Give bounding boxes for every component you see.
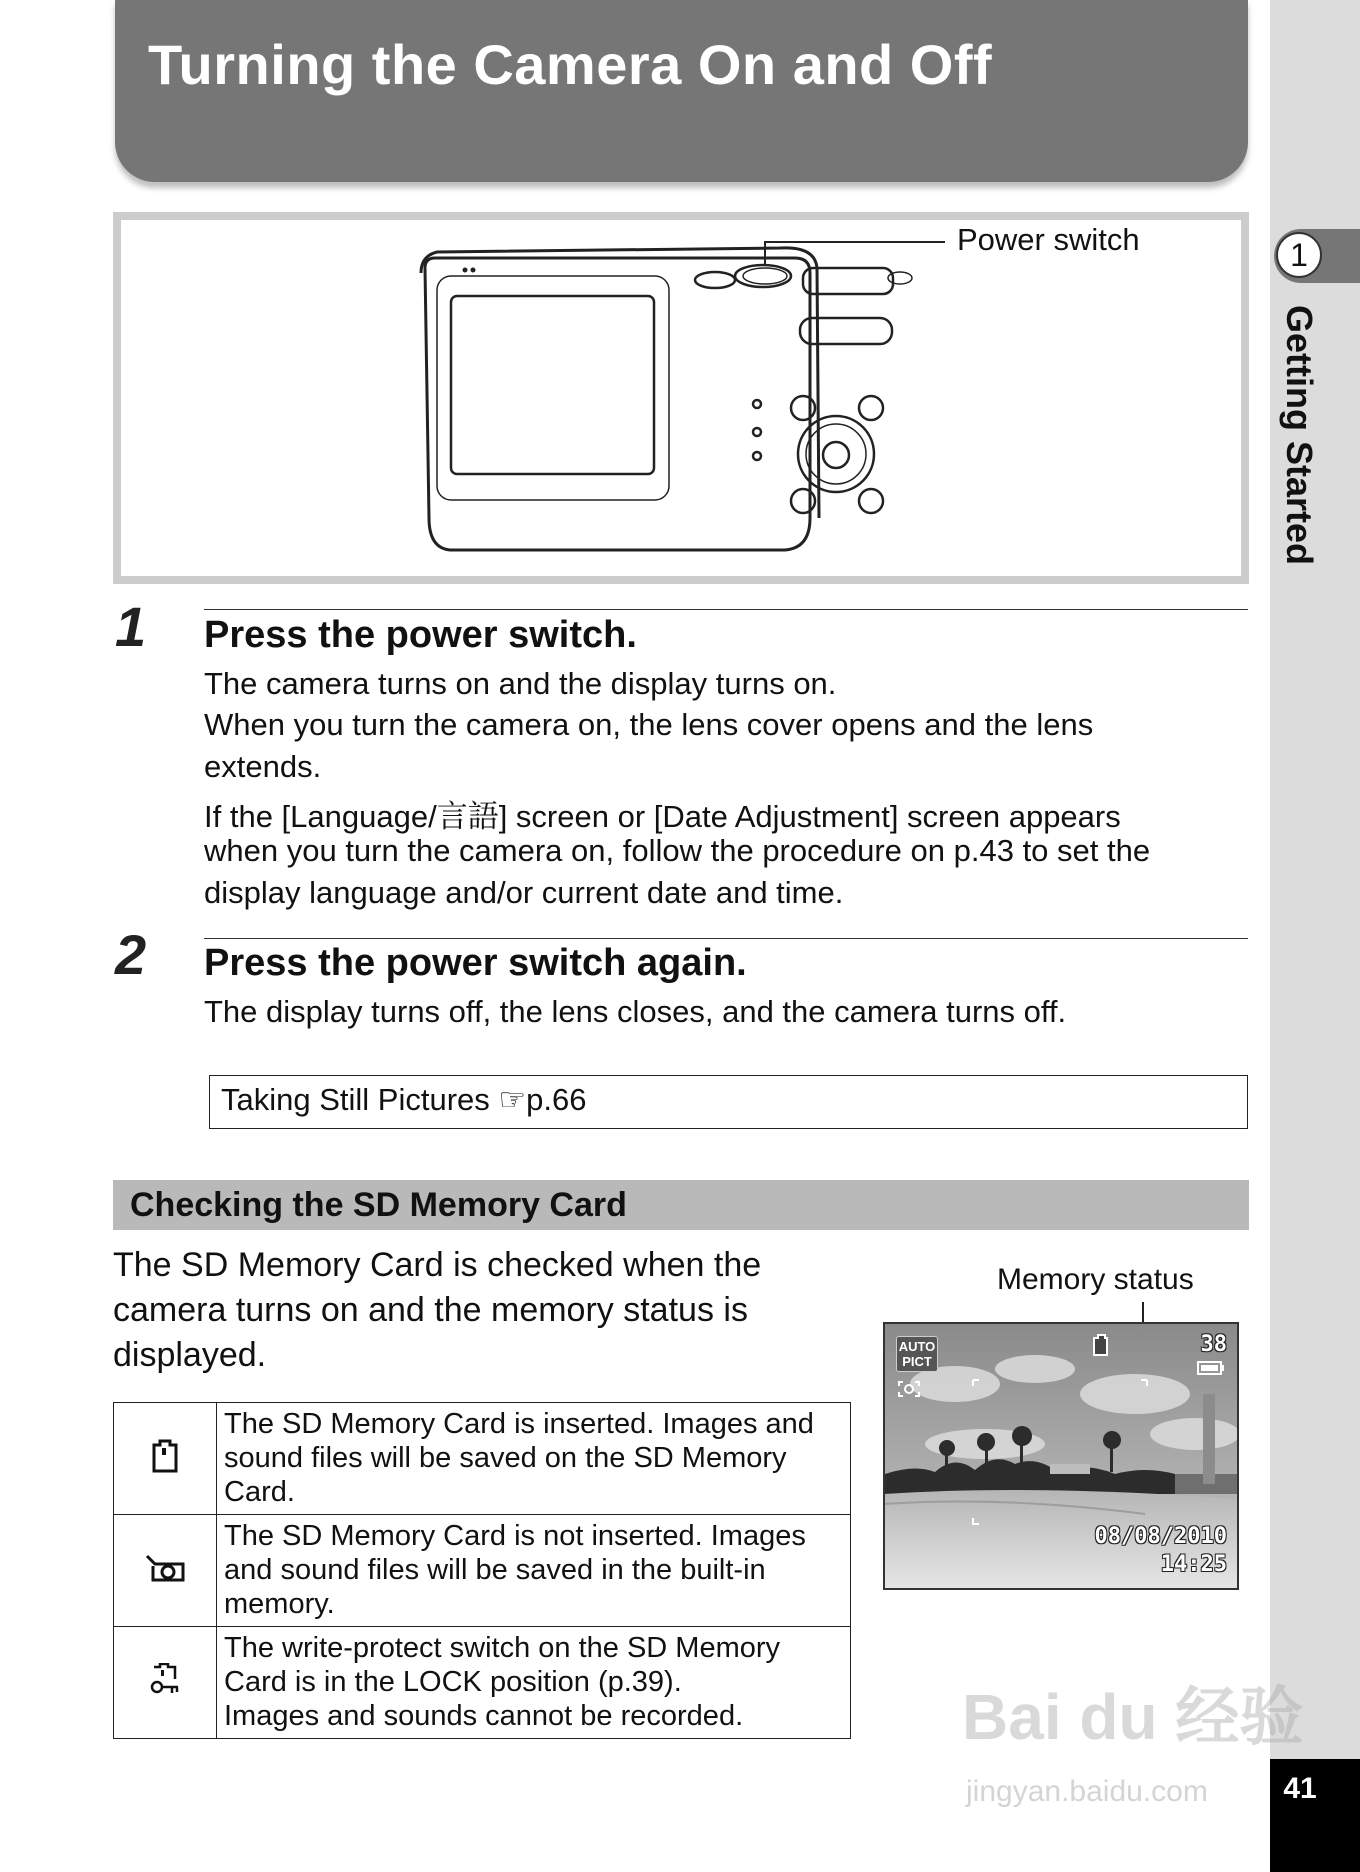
- page-title: Turning the Camera On and Off: [148, 33, 993, 96]
- step-text-line: The display turns off, the lens closes, and the camera turns off.: [204, 994, 1067, 1029]
- baidu-watermark-url: jingyan.baidu.com: [966, 1775, 1208, 1808]
- card-locked-icon: [148, 1663, 182, 1697]
- baidu-watermark: Bai du 经验: [962, 1681, 1304, 1753]
- description-cell: [217, 1627, 851, 1739]
- step-title: Press the power switch again.: [204, 942, 747, 984]
- step-text-line: when you turn the camera on, follow the procedure on p.43 to set the: [204, 833, 1151, 868]
- icon-cell: [114, 1627, 217, 1739]
- step-text-line: When you turn the camera on, the lens cover opens and the lens: [204, 707, 1094, 742]
- mode-badge-line: PICT: [902, 1354, 932, 1369]
- table-row: [114, 1627, 851, 1739]
- description-line: The SD Memory Card is inserted. Images and: [224, 1408, 814, 1440]
- memory-status-sd-icon: [1091, 1334, 1109, 1356]
- page-number: 41: [1283, 1772, 1317, 1805]
- shots-remaining: 38: [1200, 1332, 1227, 1357]
- icon-cell: [114, 1403, 217, 1515]
- memory-status-table: [113, 1402, 851, 1739]
- description-line: Images and sounds cannot be recorded.: [224, 1700, 744, 1732]
- table-row: [114, 1403, 851, 1515]
- description-line: and sound files will be saved in the built-in: [224, 1554, 766, 1586]
- step-title: Press the power switch.: [204, 614, 637, 656]
- memory-status-callout: Memory status: [997, 1263, 1194, 1296]
- intro-line: The SD Memory Card is checked when the: [113, 1246, 762, 1284]
- step-text-line: extends.: [204, 749, 322, 784]
- step-divider: [204, 609, 1248, 610]
- step-number: 1: [115, 595, 147, 658]
- icon-cell: [114, 1515, 217, 1627]
- lcd-screen-photo: [883, 1322, 1239, 1590]
- chapter-number: 1: [1276, 232, 1322, 278]
- description-line: memory.: [224, 1588, 335, 1620]
- description-cell: [217, 1515, 851, 1627]
- intro-line: displayed.: [113, 1336, 267, 1374]
- description-line: sound files will be saved on the SD Memory: [224, 1442, 787, 1474]
- reference-link[interactable]: Taking Still Pictures ☞p.66: [221, 1082, 587, 1117]
- power-switch-callout: Power switch: [957, 222, 1140, 257]
- description-line: Card.: [224, 1476, 295, 1508]
- intro-line: camera turns on and the memory status is: [113, 1291, 748, 1329]
- section-title: Checking the SD Memory Card: [130, 1186, 627, 1224]
- built-in-memory-icon: [143, 1552, 187, 1584]
- sd-card-icon: [150, 1439, 180, 1473]
- description-cell: [217, 1403, 851, 1515]
- description-line: Card is in the LOCK position (p.39).: [224, 1666, 682, 1698]
- step-text-line: display language and/or current date and time.: [204, 875, 844, 910]
- step-text-line: If the [Language/言語] screen or [Date Adjustment] screen appears: [204, 799, 1121, 834]
- lcd-date: 08/08/2010: [1094, 1524, 1227, 1549]
- lcd-time: 14:25: [1160, 1552, 1227, 1577]
- battery-icon: [1197, 1360, 1225, 1376]
- step-divider: [204, 938, 1248, 939]
- camera-back-illustration: [415, 228, 955, 560]
- face-detect-icon: [897, 1380, 921, 1398]
- auto-picture-mode-icon: [896, 1336, 938, 1372]
- mode-badge-line: AUTO: [898, 1339, 936, 1354]
- description-line: The SD Memory Card is not inserted. Images: [224, 1520, 806, 1552]
- chapter-label: Getting Started: [1279, 305, 1320, 566]
- step-text-line: The camera turns on and the display turns on.: [204, 666, 837, 701]
- step-number: 2: [115, 923, 147, 986]
- table-row: [114, 1515, 851, 1627]
- description-line: The write-protect switch on the SD Memory: [224, 1632, 781, 1664]
